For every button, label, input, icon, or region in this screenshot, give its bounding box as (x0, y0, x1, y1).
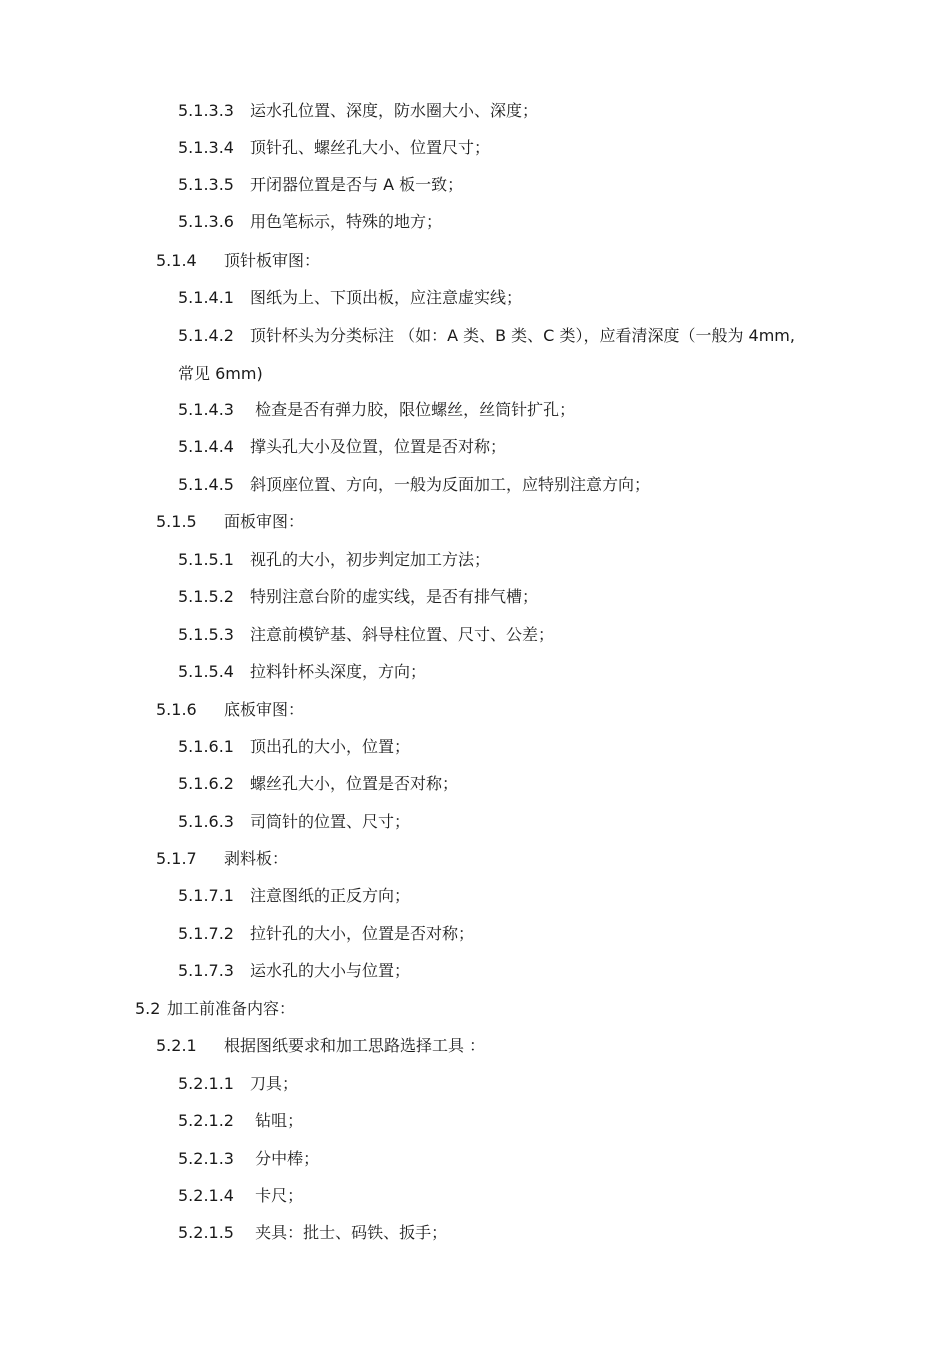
item-number: 5.1.4 (156, 251, 197, 270)
list-item (178, 924, 474, 944)
section-heading (156, 700, 304, 720)
item-text: 用色笔标示，特殊的地方； (250, 212, 443, 231)
item-number: 5.1.7 (156, 849, 197, 868)
item-text: 螺丝孔大小，位置是否对称； (250, 774, 459, 793)
item-text: 顶出孔的大小，位置； (250, 737, 411, 756)
item-number: 5.1.4.2 (178, 326, 234, 345)
list-item (178, 1149, 319, 1169)
item-text: 夹具：批士、码铁、扳手； (250, 1223, 448, 1242)
item-number: 5.1.3.5 (178, 175, 234, 194)
item-number: 5.2.1.4 (178, 1186, 234, 1205)
list-item (178, 101, 538, 121)
item-text: 注意前模铲基、斜导柱位置、尺寸、公差； (250, 625, 555, 644)
item-number: 5.2.1.2 (178, 1111, 234, 1130)
item-number: 5.2 (135, 999, 161, 1018)
list-item (178, 961, 410, 981)
item-text: 根据图纸要求和加工思路选择工具 ： (224, 1036, 486, 1055)
item-text: 运水孔位置、深度，防水圈大小、深度； (250, 101, 539, 120)
item-number: 5.1.4.3 (178, 400, 234, 419)
list-item (178, 437, 506, 457)
item-number: 5.1.4.5 (178, 475, 234, 494)
item-number: 5.1.6.2 (178, 774, 234, 793)
item-text: 顶针孔、螺丝孔大小、位置尺寸； (250, 138, 491, 157)
item-number: 5.2.1.5 (178, 1223, 234, 1242)
list-item (178, 737, 410, 757)
list-item (178, 175, 463, 195)
list-item (178, 212, 442, 232)
item-number: 5.1.4.4 (178, 437, 234, 456)
item-number: 5.2.1.3 (178, 1149, 234, 1168)
item-number: 5.1.6.3 (178, 812, 234, 831)
item-text: 刀具； (250, 1074, 299, 1093)
item-number: 5.1.6 (156, 700, 197, 719)
section-heading (156, 512, 304, 532)
item-number: 5.1.3.3 (178, 101, 234, 120)
item-number: 5.1.5.1 (178, 550, 234, 569)
item-number: 5.1.7.2 (178, 924, 234, 943)
item-text: 拉料针杯头深度，方向； (250, 662, 427, 681)
item-text: 分中棒； (250, 1149, 320, 1168)
list-item (178, 400, 575, 420)
list-item (178, 475, 650, 495)
item-text: 图纸为上、下顶出板，应注意虚实线； (250, 288, 523, 307)
item-text: 斜顶座位置、方向，一般为反面加工，应特别注意方向； (250, 475, 651, 494)
item-number: 5.2.1 (156, 1036, 197, 1055)
item-text: 拉针孔的大小，位置是否对称； (250, 924, 475, 943)
list-item (178, 886, 410, 906)
list-item (178, 812, 410, 832)
item-text: 注意图纸的正反方向； (250, 886, 411, 905)
item-number: 5.1.7.1 (178, 886, 234, 905)
list-item (178, 587, 538, 607)
item-text: 运水孔的大小与位置； (250, 961, 411, 980)
list-item (178, 550, 490, 570)
list-item (178, 138, 490, 158)
list-item (178, 1111, 303, 1131)
item-number: 5.1.3.4 (178, 138, 234, 157)
item-number: 5.1.6.1 (178, 737, 234, 756)
list-item (178, 662, 426, 682)
item-text: 检查是否有弹力胶，限位螺丝，丝筒针扩孔； (250, 400, 576, 419)
item-text: 卡尺； (250, 1186, 304, 1205)
list-item (178, 326, 795, 346)
list-item (178, 288, 522, 308)
item-number: 5.2.1.1 (178, 1074, 234, 1093)
item-text: 底板审图： (224, 700, 305, 719)
item-text: 加工前准备内容： (167, 999, 296, 1018)
item-number: 5.1.7.3 (178, 961, 234, 980)
item-text: 撑头孔大小及位置，位置是否对称； (250, 437, 507, 456)
item-text: 剥料板： (224, 849, 289, 868)
section-heading (156, 251, 320, 271)
section-heading (156, 1036, 485, 1056)
item-number: 5.1.5.4 (178, 662, 234, 681)
list-item (178, 1186, 303, 1206)
item-text: 钻咀； (250, 1111, 304, 1130)
section-heading (156, 849, 288, 869)
item-text: 面板审图： (224, 512, 305, 531)
item-number: 5.1.4.1 (178, 288, 234, 307)
item-text: 视孔的大小，初步判定加工方法； (250, 550, 491, 569)
item-text: 开闭器位置是否与 A 板一致； (250, 175, 464, 194)
item-text: 特别注意台阶的虚实线，是否有排气槽； (250, 587, 539, 606)
item-text: 顶针板审图： (224, 251, 321, 270)
item-number: 5.1.5.3 (178, 625, 234, 644)
list-item (178, 774, 458, 794)
item-number: 5.1.5.2 (178, 587, 234, 606)
section-heading (135, 999, 295, 1019)
list-item (178, 1223, 447, 1243)
list-item (178, 1074, 298, 1094)
list-item (178, 625, 554, 645)
item-text: 司筒针的位置、尺寸； (250, 812, 411, 831)
item-number: 5.1.3.6 (178, 212, 234, 231)
list-item-continuation: 常见 6mm) (178, 364, 263, 383)
item-text: 顶针杯头为分类标注 （如：A 类、B 类、C 类），应看清深度（一般为 4mm, (250, 326, 795, 345)
item-number: 5.1.5 (156, 512, 197, 531)
